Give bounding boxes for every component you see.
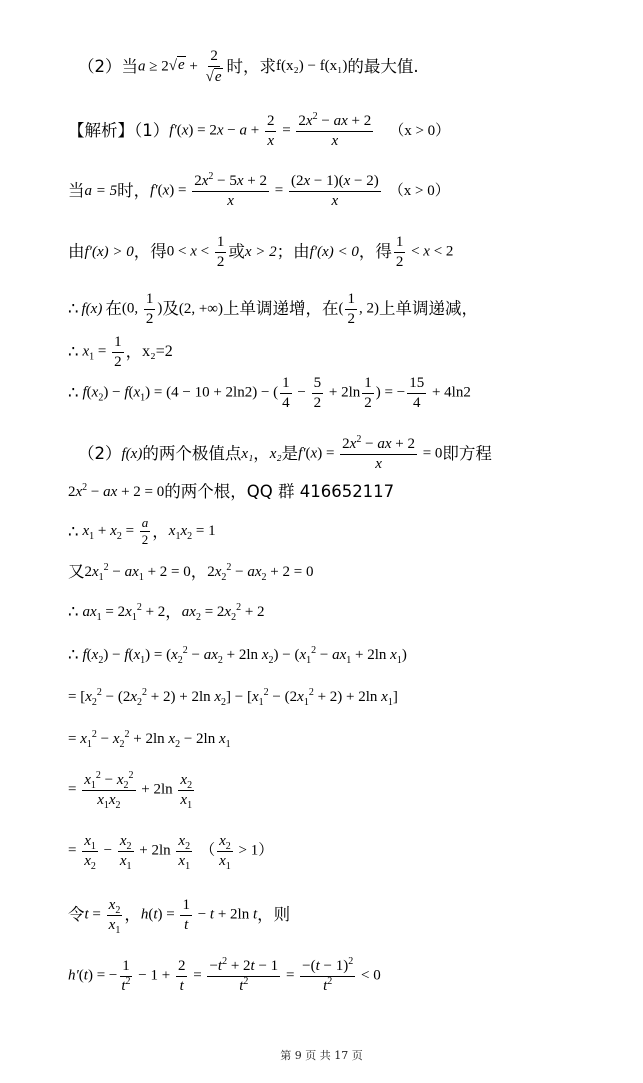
again-line: [68, 561, 314, 583]
x-therefore: ∴: [68, 341, 79, 361]
ax-e2: $ax_2 = 2x_2^2 + 2$: [181, 601, 265, 623]
domain-2: （x > 0）: [388, 182, 450, 199]
part2-x2: x₂: [269, 445, 282, 462]
mono-f: f(x): [81, 300, 103, 317]
part2-t3: 即方程: [442, 443, 492, 463]
line-difference: [68, 375, 471, 411]
ax-therefore: ∴: [68, 602, 79, 621]
signs-you: 由: [68, 241, 85, 261]
let-h: h(t) = $\frac{1}{t}$ − t + 2ln t: [140, 897, 258, 933]
ax-comma: ，: [165, 602, 182, 621]
vieta-line: [68, 516, 216, 548]
line-signs: [68, 234, 453, 270]
expand-l5-cond: （ $\frac{x_2}{x_1}$ > 1）: [200, 833, 274, 872]
signs-int1: 0 < x < $\frac{1}{2}$: [166, 234, 225, 270]
part2-t2: 是: [281, 443, 299, 463]
q-suffix: 的最大值.: [347, 56, 419, 76]
ax-line: [68, 601, 265, 623]
q-cond: a ≥ 2 √ e + 2 √ e: [138, 48, 222, 86]
a5-cond: a = 5: [84, 182, 118, 199]
part2-comma: ，: [253, 443, 270, 463]
x2-value: x₂=2: [142, 343, 173, 360]
mono-ji: 及: [162, 298, 179, 318]
hprime-line: [68, 958, 381, 994]
let-ling: 令: [68, 904, 85, 924]
expand-l2: = [$x_2^2 - (2x_2^2 + 2) + 2\ln$ $x_2] - [x_1^2 - (2x_1^2 + 2) + 2\ln$ $x_1$]: [68, 687, 398, 708]
let-t: t = $\frac{x_2}{x_1}$: [84, 897, 121, 936]
ax-e1: $ax_1 = 2x_1^2 + 2$: [82, 601, 166, 623]
signs-de1: ，得: [133, 241, 167, 261]
solution-label: 【解析】（1）: [68, 120, 170, 140]
fprime-general: f′(x) = 2x − a + $\frac{2}{x}$ = $\frac{2x^2 - ax + 2}{x}$: [169, 111, 372, 149]
line-a5: [68, 173, 450, 209]
signs-huo: 或: [228, 241, 245, 261]
line-x-values: [68, 334, 173, 370]
part2-label: （2）: [78, 443, 122, 463]
signs-de2: ，得: [358, 241, 392, 261]
a5-prefix: 当: [68, 180, 85, 200]
part2-eq: f′(x) = $\frac{2x^2 - ax + 2}{x}$ = 0: [298, 434, 443, 472]
q-mid: 时，求: [226, 56, 277, 76]
expand-l5: = $\frac{x_1}{x_2}$ − $\frac{x_2}{x_1}$ + 2ln $\frac{x_2}{x_1}$: [68, 833, 191, 872]
fprime-a5: f′(x) = $\frac{2x^2 - 5x + 2}{x}$ = $\frac{(2x - 1)(x - 2)}{x}$: [150, 171, 379, 209]
signs-gt0: f′(x) > 0: [84, 243, 134, 260]
mono-i2: (2, +∞): [178, 300, 223, 317]
hprime-eq: h′(t) = − $\frac{1}{t^2}$ − 1 + $\frac{2}{t}$ = $\frac{-t^2 + 2t - 1}{t^2}$ = $\frac{-(t - 1)^2}{t^2}$ < 0: [68, 956, 381, 994]
mono-inc: 上单调递增，在: [222, 298, 339, 318]
expand-l1: $f(x_2) - f(x_1) = (x_2^2 - ax_2 + 2\ln$ $x_2) - (x_1^2 - ax_1 + 2\ln$ $x_1$): [82, 644, 407, 666]
q-expr: f(x₂) − f(x₁): [276, 58, 348, 75]
let-line: [68, 897, 291, 936]
part2-extremes: [78, 436, 492, 472]
vieta-therefore: ∴: [68, 521, 79, 541]
mono-therefore: ∴: [68, 298, 79, 318]
again-you: 又: [68, 562, 85, 581]
again-e2: $2x_2^2 - ax_2 + 2 = 0$: [207, 561, 314, 583]
part2-f: f(x): [121, 445, 143, 462]
expand-line-2: [68, 687, 398, 708]
roots-text: 的两个根，QQ 群 416652117: [164, 482, 395, 501]
mono-dec: 上单调递减，: [378, 298, 478, 318]
mono-i3: ( $\frac{1}{2}$ , 2): [338, 291, 379, 327]
vieta-comma: ，: [152, 521, 169, 541]
let-then: ，则: [257, 904, 291, 924]
let-comma: ，: [124, 904, 141, 924]
domain-1: （x > 0）: [389, 122, 451, 139]
signs-sep: ；由: [276, 241, 310, 261]
part2-question: [78, 48, 419, 86]
line-monotonicity: [68, 291, 478, 327]
solution-header: [68, 113, 450, 149]
a5-suffix: 时，: [117, 180, 151, 200]
vieta-prod: $x_1x_2 = 1$: [168, 523, 216, 543]
signs-int2: x > 2: [244, 243, 277, 260]
roots-line: [68, 481, 395, 501]
x-comma: ，: [125, 341, 143, 361]
expand-line-3: [68, 729, 231, 750]
mono-zai: 在: [105, 298, 122, 318]
expand-line-5: [68, 833, 274, 872]
vieta-sum: $x_1 + x_2$ = $\frac{a}{2}$: [82, 515, 149, 548]
expand-line-1: [68, 644, 407, 666]
page-footer: 第 9 页 共 17 页: [280, 1049, 363, 1062]
q-prefix: （2）当: [78, 56, 138, 76]
signs-int3: $\frac{1}{2}$ < x < 2: [395, 234, 454, 270]
expand-l4: = $\frac{x_1^2 - x_2^2}{x_1x_2}$ + 2ln $\frac{x_2}{x_1}$: [68, 770, 193, 811]
signs-lt0: f′(x) < 0: [309, 243, 359, 260]
expand-line-4: [68, 770, 196, 811]
roots-eq: $2x^2$ − ax + 2 = 0: [68, 481, 165, 500]
expand-l3: = $x_1^2 - x_2^2 + 2\ln$ $x_2 - 2\ln$ $x_1$: [68, 729, 231, 750]
diff-therefore: ∴: [68, 382, 79, 402]
again-comma: ，: [190, 562, 208, 581]
expand-therefore: ∴: [68, 645, 79, 664]
again-e1: $2x_1^2 - ax_1 + 2 = 0$: [84, 561, 191, 583]
part2-x1: x₁: [241, 445, 254, 462]
part2-t1: 的两个极值点: [142, 443, 242, 463]
diff-eq: $f(x_2) - f(x_1) = (4 - 10 + 2\ln 2)$ − ( $\frac{1}{4}$ − $\frac{5}{2}$ + 2ln $\frac{1}{2}$ ) = − $\frac{15}{4}$ + 4ln2: [82, 375, 471, 411]
mono-i1: (0, $\frac{1}{2}$ ): [121, 291, 163, 327]
x1-value: $x_1$ = $\frac{1}{2}$: [82, 334, 122, 370]
